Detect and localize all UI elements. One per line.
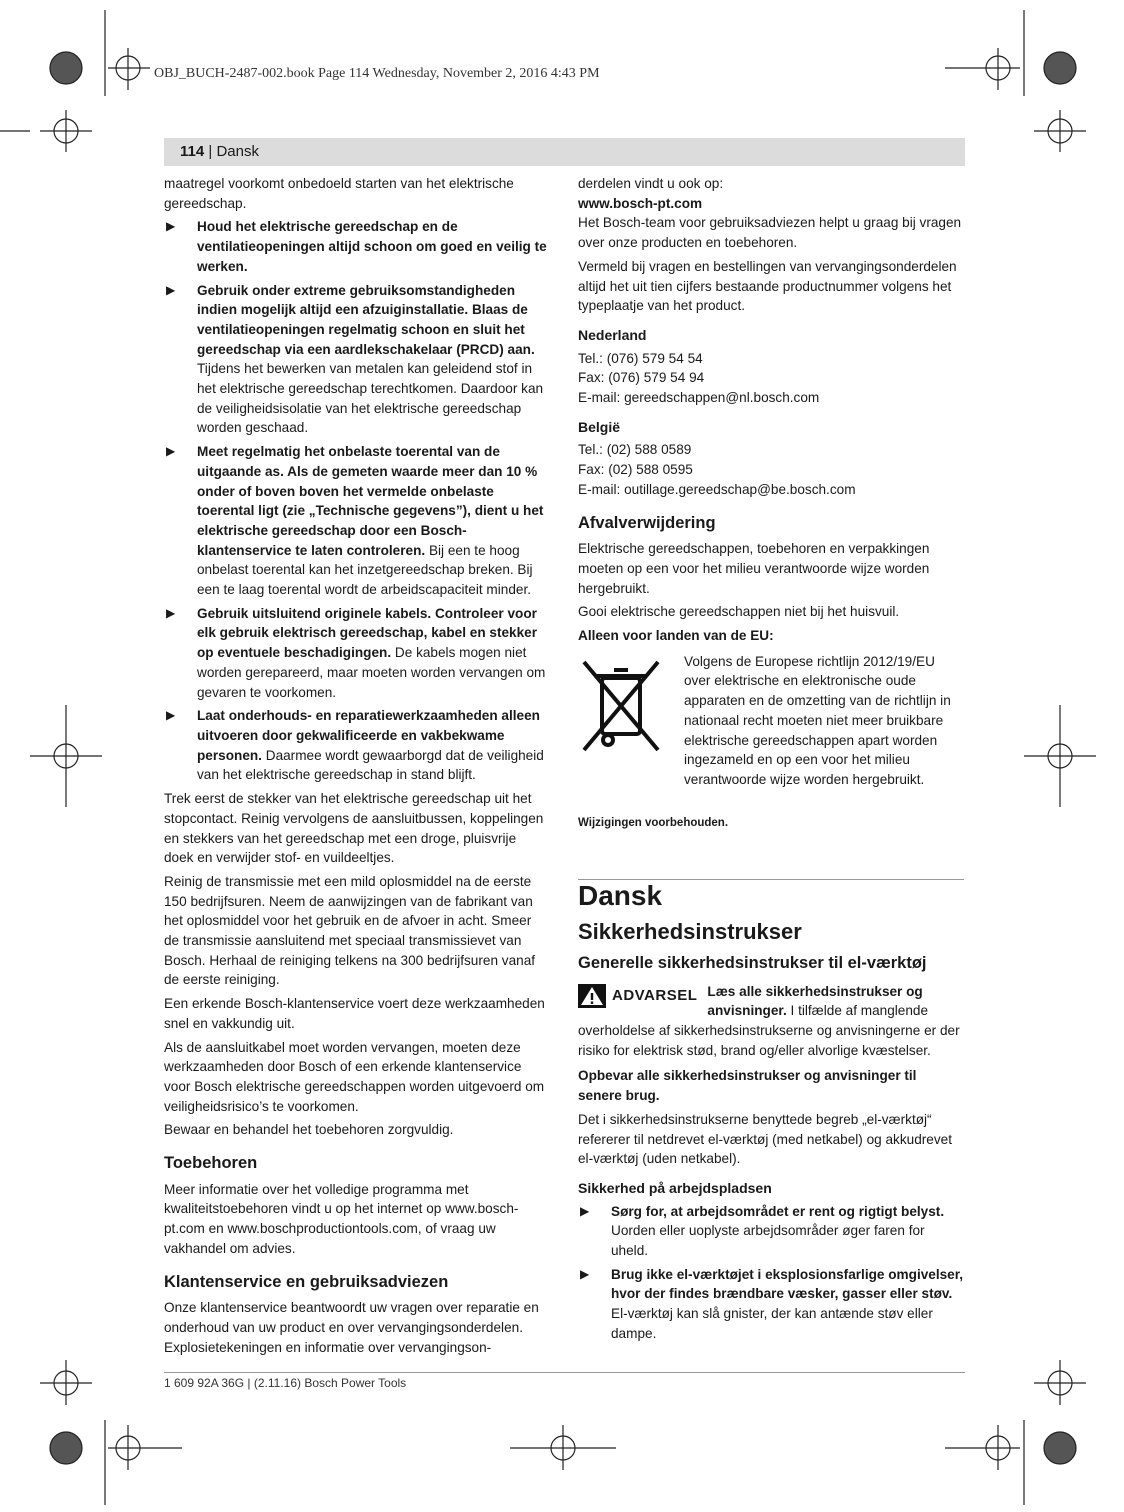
bullet-item — [164, 281, 549, 439]
warning-block — [578, 982, 964, 1061]
bullet-arrow-icon: ▶ — [166, 444, 176, 459]
page-number: 114 — [180, 143, 205, 160]
bullet-bold: Meet regelmatig het onbelaste toerental van de uitgaande as. Als de gemeten waarde meer dan 10 % onder of boven boven het vermelde onbelaste toerental ligt (zie „Technische gegevens”), dient u het elektrische gereedschap door een Bosch-klantenservice te laten controleren. — [197, 444, 544, 558]
bullet-item — [578, 1202, 964, 1261]
bullet-text: Bij een te hoog onbelast toerental kan het inzetgereedschap breken. Bij een te laag toerental wordt de arbeidscapaciteit minder. — [197, 542, 533, 598]
heading-klantenservice: Klantenservice en gebruiksadviezen — [164, 1272, 449, 1291]
bullet-item — [164, 217, 549, 276]
heading-generelle: Generelle sikkerhedsinstrukser til el-værktøj — [578, 953, 927, 972]
paragraph: Meer informatie over het volledige programma met kwaliteitstoebehoren vindt u op het internet op www.bosch-pt.com en www.boschproductiontools.com, of vraag uw vakhandel om advies. — [164, 1181, 519, 1256]
bullet-arrow-icon: ▶ — [166, 219, 176, 234]
heading-belgie: België — [578, 418, 621, 435]
paragraph: Onze klantenservice beantwoordt uw vragen over reparatie en onderhoud van uw product en over vervangingsonderdelen. Explosietekeningen en informatie over vervangingson- — [164, 1300, 539, 1355]
bullet-item — [164, 604, 549, 703]
paragraph: derdelen vindt u ook op: — [578, 176, 724, 191]
bullet-item — [164, 442, 549, 600]
bullet-arrow-icon: ▶ — [166, 708, 176, 723]
running-head-separator: | — [204, 143, 217, 160]
bullet-bold: Laat onderhouds- en reparatiewerkzaamheden alleen uitvoeren door gekwalificeerde en vakbekwame personen. — [197, 708, 540, 763]
website-url: www.bosch-pt.com — [578, 195, 703, 211]
bullet-bold: Brug ikke el-værktøjet i eksplosionsfarlige omgivelser, hvor der findes brændbare væsker, gasser eller støv. — [611, 1266, 964, 1302]
phone-nl: Tel.: (076) 579 54 54 — [578, 350, 703, 366]
bullet-arrow-icon: ▶ — [166, 282, 176, 297]
bullet-text: Tijdens het bewerken van metalen kan geleidend stof in het elektrische gereedschap terechtkomen. Daardoor kan de veiligheidsisolatie van het elektrische gereedschap worden geschaad. — [197, 361, 544, 436]
bullet-arrow-icon: ▶ — [580, 1266, 590, 1281]
warning-bold: Læs alle sikkerhedsinstrukser og anvisninger. — [707, 983, 923, 1019]
heading-eu: Alleen voor landen van de EU: — [578, 628, 774, 644]
heading-arbejdspladsen: Sikkerhed på arbejdspladsen — [578, 1179, 772, 1196]
bullet-arrow-icon: ▶ — [166, 605, 176, 620]
heading-afvalverwijdering: Afvalverwijdering — [578, 513, 716, 532]
bullet-bold: Houd het elektrische gereedschap en de ventilatieopeningen altijd schoon om goed en veilig te werken. — [197, 219, 547, 274]
email-nl: E-mail: gereedschappen@nl.bosch.com — [578, 390, 820, 406]
phone-be: Tel.: (02) 588 0589 — [578, 442, 692, 458]
bullet-bold: Gebruik onder extreme gebruiksomstandigheden indien mogelijk altijd een afzuiginstallatie. Blaas de ventilatieopeningen regelmatig schoon en sluit het gereedschap via een aardlekschakelaar (PRCD) aan. — [197, 282, 535, 357]
left-column — [164, 174, 549, 1361]
bullet-item — [578, 1265, 964, 1344]
print-header: OBJ_BUCH-2487-002.book Page 114 Wednesday, November 2, 2016 4:43 PM — [154, 66, 600, 81]
right-column — [578, 174, 964, 1348]
footer: 1 609 92A 36G | (2.11.16) Bosch Power Tools — [164, 1376, 407, 1390]
paragraph: Gooi elektrische gereedschappen niet bij het huisvuil. — [578, 604, 900, 620]
fax-be: Fax: (02) 588 0595 — [578, 462, 693, 478]
opbevar-note: Opbevar alle sikkerhedsinstrukser og anvisninger til senere brug. — [578, 1068, 917, 1104]
paragraph: Het Bosch-team voor gebruiksadviezen helpt u graag bij vragen over onze producten en toebehoren. — [578, 215, 962, 251]
paragraph: Een erkende Bosch-klantenservice voert deze werkzaamheden snel en vakkundig uit. — [164, 996, 545, 1031]
heading-nederland: Nederland — [578, 326, 647, 343]
bullet-bold: Gebruik uitsluitend originele kabels. Controleer voor elk gebruik elektrisch gereedschap, kabel en stekker op eventuele beschadigingen. — [197, 605, 538, 661]
paragraph: Elektrische gereedschappen, toebehoren en verpakkingen moeten op een voor het milieu verantwoorde wijze worden hergebruikt. — [578, 541, 930, 596]
warning-badge — [578, 984, 697, 1008]
fax-nl: Fax: (076) 579 54 94 — [578, 370, 705, 386]
heading-toebehoren: Toebehoren — [164, 1154, 258, 1173]
weee-block — [578, 652, 964, 802]
paragraph: Trek eerst de stekker van het elektrische gereedschap uit het stopcontact. Reinig vervolgens de aansluitbussen, koppelingen en stekkers van het gereedschap met een droge, pluisvrije doek en verwijder stof- en vuildeeltjes. — [164, 791, 544, 866]
warning-text: I tilfælde af manglende overholdelse af sikkerhedsinstrukserne og anvisningerne er der risiko for elektrisk stød, brand og/eller alvorlige kvæstelser. — [578, 1003, 960, 1058]
paragraph: Reinig de transmissie met een mild oplosmiddel na de eerste 150 bedrijfsuren. Neem de aanwijzingen van de fabrikant van het oplosmiddel voor het gebruik en de afvoer in acht. Smeer de transmissie aansluitend met speciaal transmissievet van Bosch. Herhaal de reiniging telkens na 300 bedrijfsuren vanaf de eerste reiniging. — [164, 873, 536, 988]
changes-note: Wijzigingen voorbehouden. — [578, 816, 729, 829]
running-head — [164, 138, 965, 166]
running-head-section: Dansk — [216, 143, 259, 160]
paragraph: Bewaar en behandel het toebehoren zorgvuldig. — [164, 1122, 454, 1138]
paragraph: Als de aansluitkabel moet worden vervangen, moeten deze werkzaamheden door Bosch of een erkende klantenservice voor Bosch elektrische gereedschappen worden uitgevoerd om veiligheidsrisico’s te voorkomen. — [164, 1039, 545, 1114]
bullet-text: De kabels mogen niet worden gerepareerd, maar moeten worden vervangen om gevaren te voorkomen. — [197, 645, 546, 700]
paragraph: Vermeld bij vragen en bestellingen van vervangingsonderdelen altijd het uit tien cijfers bestaande productnummer volgens het typeplaatje van het product. — [578, 258, 957, 314]
bullet-text: Uorden eller uoplyste arbejdsområder øger faren for uheld. — [611, 1223, 925, 1259]
footer-rule — [164, 1372, 965, 1373]
weee-text: Volgens de Europese richtlijn 2012/19/EU over elektrische en elektronische oude apparaten en de omzetting van de richtlijn in nationaal recht moeten niet meer bruikbare elektrische gereedschappen apart worden ingezameld en op een voor het milieu verantwoorde wijze worden hergebruikt. — [684, 653, 951, 787]
heading-sikkerhedsinstrukser: Sikkerhedsinstrukser — [578, 919, 802, 945]
bullet-arrow-icon: ▶ — [580, 1203, 590, 1218]
paragraph: maatregel voorkomt onbedoeld starten van het elektrische gereedschap. — [164, 176, 514, 211]
bullet-bold: Sørg for, at arbejdsområdet er rent og rigtigt belyst. — [611, 1203, 945, 1219]
warning-triangle-icon — [578, 984, 606, 1008]
bullet-text: El-værktøj kan slå gnister, der kan antænde støv eller dampe. — [611, 1306, 933, 1341]
bullet-text: Daarmee wordt gewaarborgd dat de veiligheid van het elektrische gereedschap in stand blijft. — [197, 747, 544, 783]
bullet-item — [164, 706, 549, 785]
warning-label: ADVARSEL — [612, 986, 698, 1004]
paragraph: Det i sikkerhedsinstrukserne benyttede begreb „el-værktøj“ refererer til netdrevet el-værktøj (med netkabel) og akkudrevet el-værktøj (uden netkabel). — [578, 1111, 952, 1167]
email-be: E-mail: outillage.gereedschap@be.bosch.com — [578, 481, 856, 497]
crossed-bin-icon — [578, 656, 664, 756]
heading-dansk: Dansk — [578, 880, 663, 912]
